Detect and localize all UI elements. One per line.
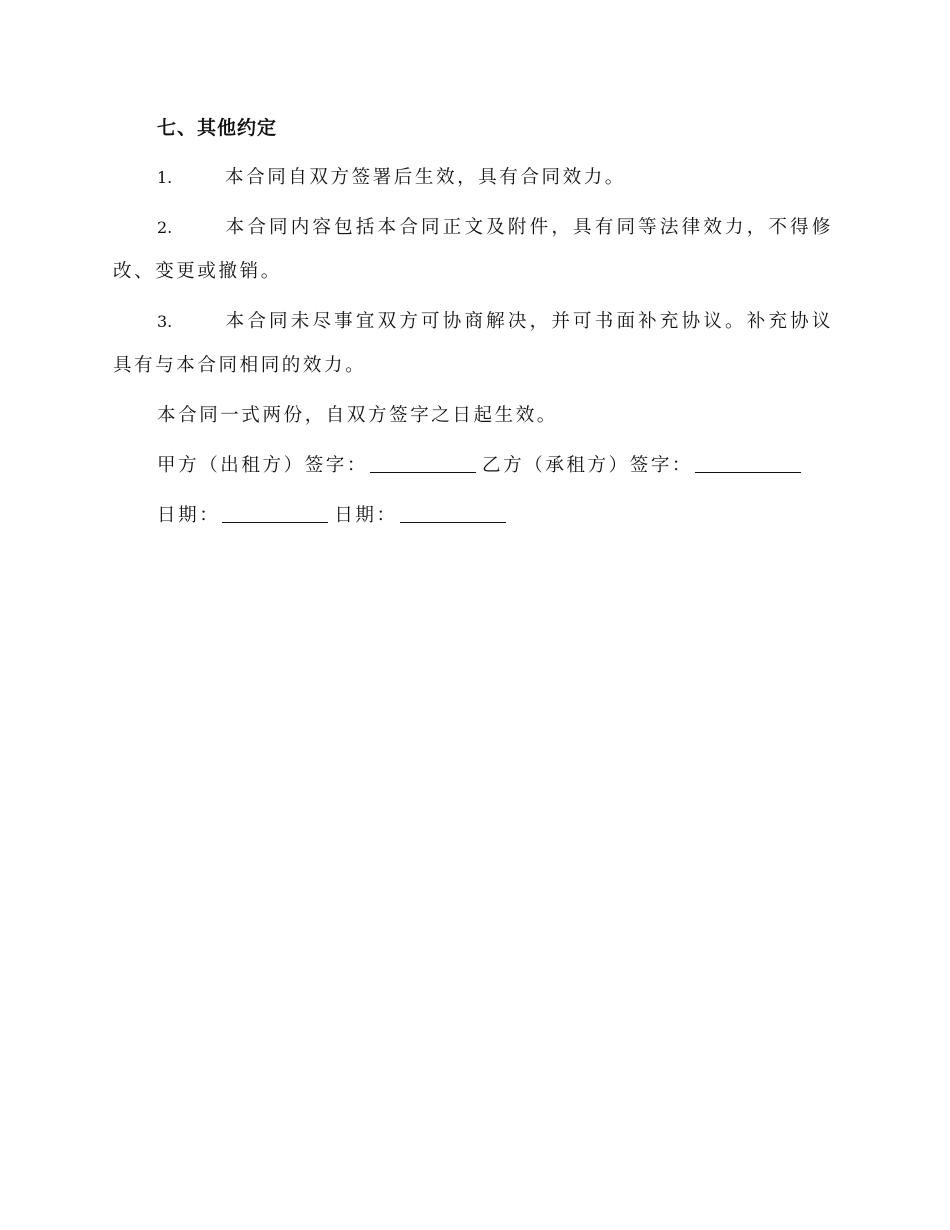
clause-1 [113, 156, 833, 200]
party-b-signature-blank[interactable] [695, 452, 801, 473]
party-b-date-blank[interactable] [400, 502, 506, 523]
clause-number: 1. [157, 168, 173, 187]
party-a-signature-blank[interactable] [370, 452, 476, 473]
signature-row [113, 444, 833, 488]
clause-text: 本合同内容包括本合同正文及附件，具有同等法律效力，不得修改、变更或撤销。 [113, 217, 833, 282]
section-heading: 七、其他约定 [157, 117, 278, 139]
party-a-date-label: 日期： [157, 505, 221, 526]
party-a-date-blank[interactable] [222, 502, 328, 523]
clause-text: 本合同自双方签署后生效，具有合同效力。 [225, 167, 626, 188]
party-b-signature-label: 乙方（承租方）签字： [482, 455, 694, 476]
clause-number: 2. [157, 218, 173, 237]
clause-number: 3. [157, 312, 173, 331]
closing-statement: 本合同一式两份，自双方签字之日起生效。 [157, 405, 558, 426]
party-a-signature-label: 甲方（出租方）签字： [157, 455, 369, 476]
date-row [113, 494, 833, 538]
clause-2 [113, 206, 833, 294]
clause-text: 本合同未尽事宜双方可协商解决，并可书面补充协议。补充协议具有与本合同相同的效力。 [113, 311, 833, 376]
clause-3 [113, 300, 833, 388]
document-content [113, 106, 833, 538]
party-b-date-label: 日期： [334, 505, 398, 526]
